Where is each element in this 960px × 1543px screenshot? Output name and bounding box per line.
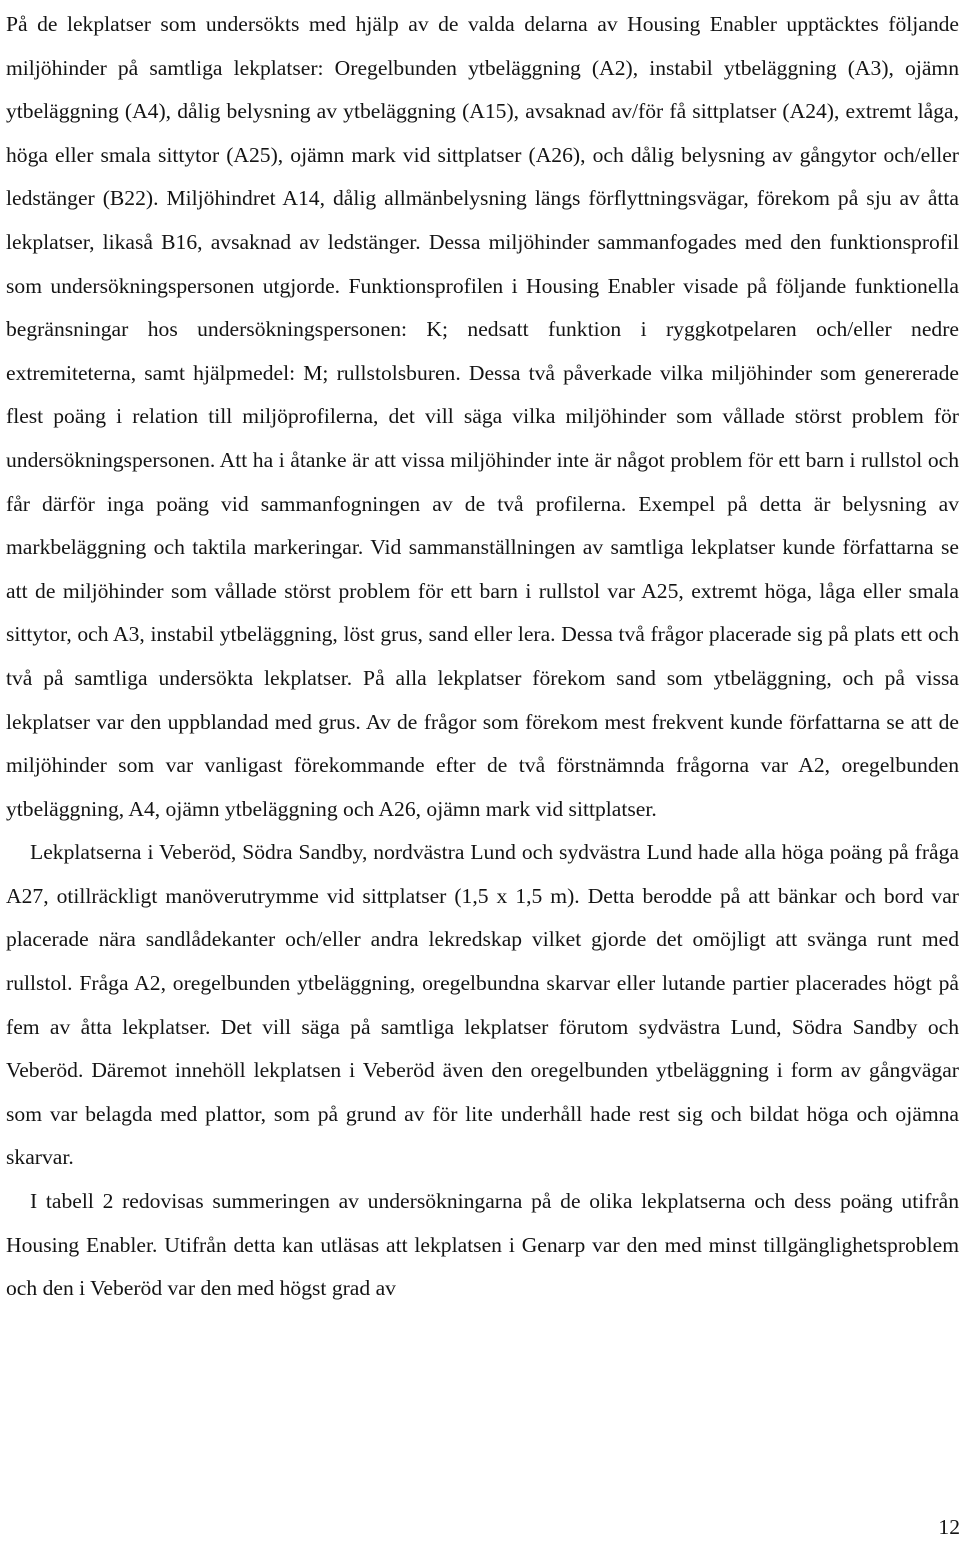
paragraph-seating-space: Lekplatserna i Veberöd, Södra Sandby, nordvästra Lund och sydvästra Lund hade alla höga poäng på fråga A27, otillräckligt manöverutrymme vid sittplatser (1,5 x 1,5 m). Detta berodde på att bänkar och bord var placerade nära sandlådekanter och/eller andra lekredskap vilket gjorde det omöjligt att svänga runt med rullstol. Fråga A2, oregelbunden ytbeläggning, oregelbundna skarvar eller lutande partier placerades högt på fem av åtta lekplatser. Det vill säga på samtliga lekplatser förutom sydvästra Lund, Södra Sandby och Veberöd. Däremot innehöll lekplatsen i Veberöd även den oregelbunden ytbeläggning i form av gångvägar som var belagda med plattor, som på grund av för lite underhåll hade rest sig och bildat höga och ojämna skarvar. <box>6 840 959 1170</box>
body-text <box>6 3 959 1311</box>
page-number: 12 <box>938 1515 960 1539</box>
paragraph-environmental-barriers: På de lekplatser som undersökts med hjälp av de valda delarna av Housing Enabler upptäcktes följande miljöhinder på samtliga lekplatser: Oregelbunden ytbeläggning (A2), instabil ytbeläggning (A3), ojämn ytbeläggning (A4), dålig belysning av ytbeläggning (A15), avsaknad av/för få sittplatser (A24), extremt låga, höga eller smala sittytor (A25), ojämn mark vid sittplatser (A26), och dålig belysning av gångytor och/eller ledstänger (B22). Miljöhindret A14, dålig allmänbelysning längs förflyttningsvägar, förekom på sju av åtta lekplatser, likaså B16, avsaknad av ledstänger. Dessa miljöhinder sammanfogades med den funktionsprofil som undersökningspersonen utgjorde. Funktionsprofilen i Housing Enabler visade på följande funktionella begränsningar hos undersökningspersonen: K; nedsatt funktion i ryggkotpelaren och/eller nedre extremiteterna, samt hjälpmedel: M; rullstolsburen. Dessa två påverkade vilka miljöhinder som genererade flest poäng i relation till miljöprofilerna, det vill säga vilka miljöhinder som vållade störst problem för undersökningspersonen. Att ha i åtanke är att vissa miljöhinder inte är något problem för ett barn i rullstol och får därför inga poäng vid sammanfogningen av de två profilerna. Exempel på detta är belysning av markbeläggning och taktila markeringar. Vid sammanställningen av samtliga lekplatser kunde författarna se att de miljöhinder som vållade störst problem för ett barn i rullstol var A25, extremt höga, låga eller smala sittytor, och A3, instabil ytbeläggning, löst grus, sand eller lera. Dessa två frågor placerade sig på plats ett och två på samtliga undersökta lekplatser. På alla lekplatser förekom sand som ytbeläggning, och på vissa lekplatser var den uppblandad med grus. Av de frågor som förekom mest frekvent kunde författarna se att de miljöhinder som var vanligast förekommande efter de två förstnämnda frågorna var A2, oregelbunden ytbeläggning, A4, ojämn ytbeläggning och A26, ojämn mark vid sittplatser. <box>6 12 959 821</box>
paragraph-table-summary: I tabell 2 redovisas summeringen av undersökningarna på de olika lekplatserna och dess poäng utifrån Housing Enabler. Utifrån detta kan utläsas att lekplatsen i Genarp var den med minst tillgänglighetsproblem och den i Veberöd var den med högst grad av <box>6 1189 959 1301</box>
